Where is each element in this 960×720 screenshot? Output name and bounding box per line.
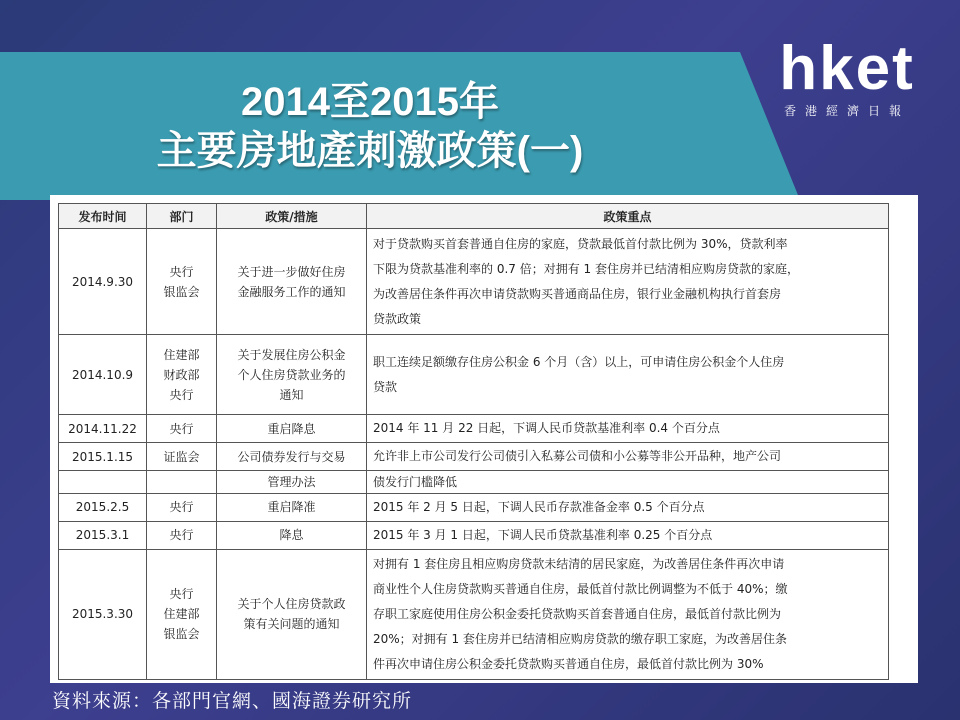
cell-dept [147, 229, 217, 335]
dept-line: 央行 [169, 387, 194, 402]
dept-line: 央行 [169, 587, 194, 601]
cell-date: 2015.2.5 [59, 493, 147, 521]
cell-measure [217, 415, 367, 443]
cell-dept [147, 415, 217, 443]
title-line-2: 主要房地產刺激政策(一) [156, 129, 584, 173]
dept-line: 银监会 [163, 627, 200, 641]
source-note: 資料來源：各部門官網、國海證券研究所 [52, 690, 413, 712]
detail-line: 商业性个人住房贷款购买普通自住房，最低首付款比例调整为不低于 40%；缴 [373, 581, 788, 596]
measure-line: 通知 [279, 387, 304, 402]
cell-empty [147, 471, 217, 493]
cell-date: 2014.10.9 [59, 335, 147, 415]
detail-line: 为改善居住条件再次申请贷款购买普通商品住房，银行业金融机构执行首套房 [373, 286, 782, 301]
header-dept: 部门 [147, 204, 217, 229]
cell-dept [147, 443, 217, 471]
cell-detail [367, 335, 889, 415]
measure-line: 公司债券发行与交易 [237, 449, 346, 464]
measure-line: 策有关问题的通知 [243, 617, 340, 631]
header-date: 发布时间 [59, 204, 147, 229]
measure-line: 关于发展住房公积金 [237, 347, 346, 362]
policy-table-part-1 [58, 203, 889, 471]
cell-date: 2015.3.30 [59, 549, 147, 679]
detail-line: 20%；对拥有 1 套住房并已结清相应购房贷款的缴存职工家庭，为改善居住条 [373, 631, 787, 646]
cell-measure [217, 443, 367, 471]
cell-dept [147, 521, 217, 549]
detail-line: 职工连续足额缴存住房公积金 6 个月（含）以上，可申请住房公积金个人住房 [373, 354, 785, 369]
table-row [59, 493, 889, 521]
header-measure: 政策/措施 [217, 204, 367, 229]
detail-line: 允许非上市公司发行公司债引入私募公司债和小公募等非公开品种，地产公司 [373, 449, 782, 463]
measure-line: 关于进一步做好住房 [237, 264, 346, 279]
cell-detail [367, 229, 889, 335]
cell-dept [147, 493, 217, 521]
dept-line: 财政部 [163, 367, 200, 382]
table-row-continued [59, 471, 889, 493]
cell-date: 2014.9.30 [59, 229, 147, 335]
detail-line: 对拥有 1 套住房且相应购房贷款未结清的居民家庭，为改善居住条件再次申请 [373, 556, 785, 571]
measure-line: 金融服务工作的通知 [237, 284, 346, 299]
dept-line: 住建部 [163, 607, 200, 621]
cell-detail [367, 443, 889, 471]
table-header-row [59, 204, 889, 229]
dept-line: 银监会 [163, 284, 200, 299]
cell-measure [217, 229, 367, 335]
detail-line: 2015 年 3 月 1 日起，下调人民币贷款基准利率 0.25 个百分点 [373, 527, 713, 542]
dept-line: 证监会 [163, 449, 200, 464]
logo-brand: hket [779, 34, 915, 103]
cell-measure [217, 335, 367, 415]
cell-measure [217, 549, 367, 679]
detail-line: 下限为贷款基准利率的 0.7 倍；对拥有 1 套住房并已结清相应购房贷款的家庭， [373, 261, 799, 276]
table-row [59, 335, 889, 415]
dept-line: 央行 [169, 528, 194, 542]
detail-line: 存职工家庭使用住房公积金委托贷款购买首套普通自住房，最低首付款比例为 [373, 606, 782, 621]
cell-detail [367, 549, 889, 679]
title-line-1: 2014至2015年 [241, 80, 499, 124]
cell-dept [147, 335, 217, 415]
detail-line: 2015 年 2 月 5 日起，下调人民币存款准备金率 0.5 个百分点 [373, 499, 705, 514]
header-detail: 政策重点 [367, 204, 889, 229]
policy-document [50, 195, 918, 683]
cell-date: 2014.11.22 [59, 415, 147, 443]
dept-line: 央行 [169, 421, 194, 436]
detail-line: 对于贷款购买首套普通自住房的家庭，贷款最低首付款比例为 30%，贷款利率 [373, 236, 788, 251]
table-row [59, 443, 889, 471]
measure-line: 个人住房贷款业务的 [237, 367, 346, 382]
detail-line: 贷款政策 [373, 311, 422, 326]
measure-line: 降息 [279, 528, 304, 542]
cell-measure [217, 521, 367, 549]
cell-detail [367, 521, 889, 549]
cell-dept [147, 549, 217, 679]
logo-subtitle: 香港經濟日報 [783, 104, 910, 118]
table-row [59, 229, 889, 335]
measure-line: 关于个人住房贷款政 [237, 597, 346, 611]
table-row [59, 549, 889, 679]
page-title [60, 78, 680, 176]
cell-measure-continued: 管理办法 [217, 471, 367, 493]
cell-empty [59, 471, 147, 493]
cell-measure [217, 493, 367, 521]
policy-table-part-2 [58, 471, 889, 680]
cell-date: 2015.3.1 [59, 521, 147, 549]
detail-line: 贷款 [373, 379, 398, 394]
hket-logo [762, 34, 932, 119]
table-row [59, 521, 889, 549]
measure-line: 重启降准 [267, 500, 316, 514]
cell-detail-continued: 债发行门槛降低 [367, 471, 889, 493]
detail-line: 件再次申请住房公积金委托贷款购买普通自住房，最低首付款比例为 30% [373, 656, 764, 671]
dept-line: 央行 [169, 264, 194, 279]
cell-detail [367, 415, 889, 443]
cell-detail [367, 493, 889, 521]
measure-line: 重启降息 [267, 421, 316, 436]
table-row [59, 415, 889, 443]
dept-line: 住建部 [163, 347, 200, 362]
detail-line: 2014 年 11 月 22 日起，下调人民币贷款基准利率 0.4 个百分点 [373, 421, 720, 435]
cell-date: 2015.1.15 [59, 443, 147, 471]
dept-line: 央行 [169, 500, 194, 514]
